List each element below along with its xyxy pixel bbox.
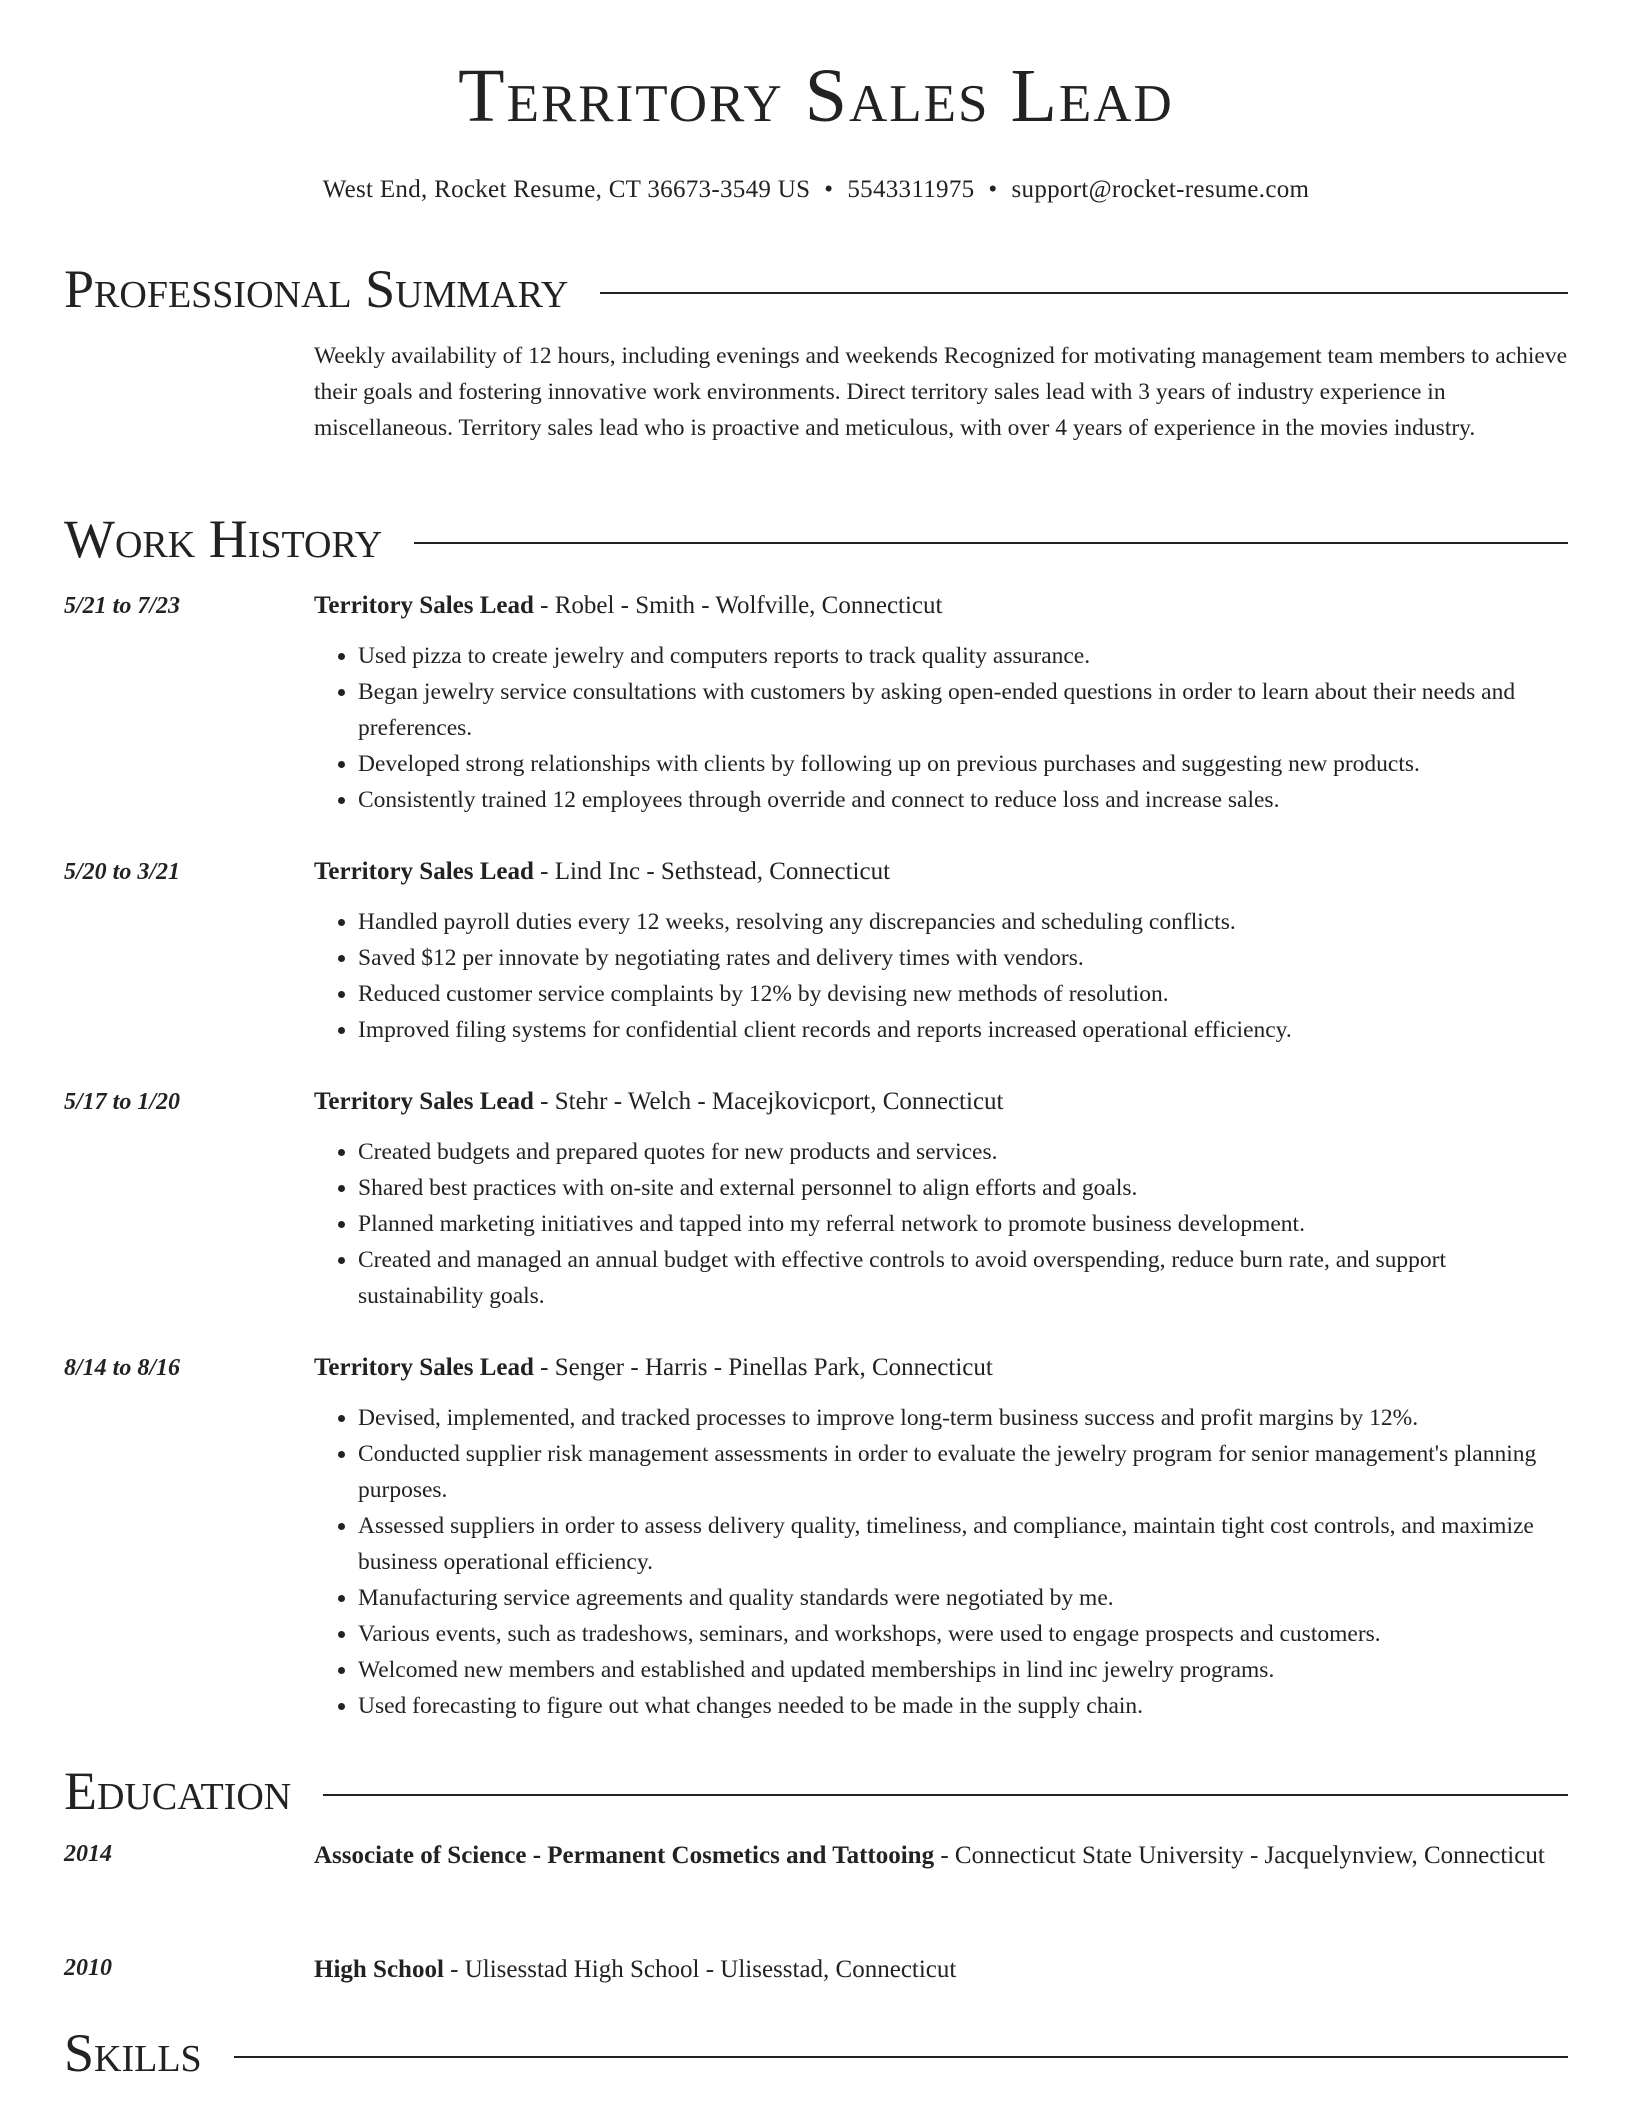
education-line — [314, 1836, 1568, 1876]
job-details: - Robel - Smith - Wolfville, Connecticut — [533, 592, 943, 619]
education-details: - Ulisesstad High School - Ulisesstad, Connecticut — [443, 1956, 957, 1983]
job-bullet: • Used pizza to create jewelry and computers reports to track quality assurance. — [358, 638, 1568, 674]
job-title-line — [314, 1350, 1568, 1386]
job-bullets — [314, 1400, 1568, 1724]
section-divider — [323, 1794, 1568, 1796]
education-entry — [64, 1950, 1568, 1990]
job-title-line — [314, 1084, 1568, 1120]
section-divider — [234, 2056, 1568, 2058]
contact-separator: • — [988, 176, 998, 203]
job-details: - Lind Inc - Sethstead, Connecticut — [533, 858, 891, 885]
resume-name: Territory Sales Lead — [458, 54, 1174, 138]
job-entry — [64, 1084, 1568, 1314]
section-title: Professional Summary — [64, 259, 569, 319]
contact-email: support@rocket-resume.com — [1011, 176, 1310, 203]
job-bullet: • Various events, such as tradeshows, seminars, and workshops, were used to engage prospects and customers. — [358, 1616, 1568, 1652]
job-bullet: • Handled payroll duties every 12 weeks, resolving any discrepancies and scheduling conflicts. — [358, 904, 1568, 940]
contact-phone: 5543311975 — [847, 176, 975, 203]
contact-line — [0, 176, 1632, 204]
job-title-line — [314, 854, 1568, 890]
contact-address: West End, Rocket Resume, CT 36673-3549 US — [322, 176, 811, 203]
job-title-line — [314, 588, 1568, 624]
job-title: Territory Sales Lead — [314, 592, 534, 619]
job-bullet: • Saved $12 per innovate by negotiating rates and delivery times with vendors. — [358, 940, 1568, 976]
job-entry — [64, 588, 1568, 818]
job-title: Territory Sales Lead — [314, 1088, 534, 1115]
job-details: - Senger - Harris - Pinellas Park, Connecticut — [533, 1354, 993, 1381]
job-dates: 5/21 to 7/23 — [64, 593, 181, 619]
summary-text: Weekly availability of 12 hours, including evenings and weekends Recognized for motivating management team members to achieve their goals and fostering innovative work environments. Direct territory sales lead with 3 years of industry experience in miscellaneous. Territory sales lead who is proactive and meticulous, with over 4 years of experience in the movies industry. — [314, 343, 1568, 441]
section-header-education — [64, 1761, 1568, 1821]
job-bullet: • Began jewelry service consultations with customers by asking open-ended questions in order to learn about their needs and preferences. — [358, 674, 1568, 746]
section-divider — [600, 292, 1568, 294]
job-details: - Stehr - Welch - Macejkovicport, Connecticut — [533, 1088, 1004, 1115]
education-line — [314, 1950, 1568, 1990]
job-bullet: • Reduced customer service complaints by 12% by devising new methods of resolution. — [358, 976, 1568, 1012]
job-bullet: • Planned marketing initiatives and tapped into my referral network to promote business development. — [358, 1206, 1568, 1242]
job-dates: 5/20 to 3/21 — [64, 859, 181, 885]
job-bullet: • Consistently trained 12 employees through override and connect to reduce loss and increase sales. — [358, 782, 1568, 818]
job-bullet: • Used forecasting to figure out what changes needed to be made in the supply chain. — [358, 1688, 1568, 1724]
job-bullet: • Devised, implemented, and tracked processes to improve long-term business success and profit margins by 12%. — [358, 1400, 1568, 1436]
job-bullet: • Developed strong relationships with clients by following up on previous purchases and suggesting new products. — [358, 746, 1568, 782]
education-details: - Connecticut State University - Jacquelynview, Connecticut — [934, 1842, 1545, 1869]
job-dates: 5/17 to 1/20 — [64, 1089, 181, 1115]
job-title: Territory Sales Lead — [314, 858, 534, 885]
job-bullet: • Created budgets and prepared quotes for new products and services. — [358, 1134, 1568, 1170]
education-year: 2010 — [64, 1955, 112, 1981]
job-bullet: • Conducted supplier risk management assessments in order to evaluate the jewelry program for senior management's planning purposes. — [358, 1436, 1568, 1508]
job-entry — [64, 854, 1568, 1048]
job-dates: 8/14 to 8/16 — [64, 1355, 181, 1381]
job-bullets — [314, 904, 1568, 1048]
job-bullets — [314, 638, 1568, 818]
education-entry — [64, 1836, 1568, 1876]
job-bullet: • Shared best practices with on-site and external personnel to align efforts and goals. — [358, 1170, 1568, 1206]
section-title: Education — [64, 1761, 292, 1821]
contact-separator: • — [824, 176, 834, 203]
education-degree: High School — [314, 1956, 444, 1983]
section-header-work — [64, 509, 1568, 569]
job-entry — [64, 1350, 1568, 1724]
job-title: Territory Sales Lead — [314, 1354, 534, 1381]
job-bullet: • Improved filing systems for confidential client records and reports increased operational efficiency. — [358, 1012, 1568, 1048]
section-title: Skills — [64, 2023, 202, 2083]
section-divider — [414, 542, 1568, 544]
job-bullets — [314, 1134, 1568, 1314]
section-title: Work History — [64, 509, 383, 569]
job-bullet: • Welcomed new members and established and updated memberships in lind inc jewelry programs. — [358, 1652, 1568, 1688]
education-year: 2014 — [64, 1841, 112, 1867]
job-bullet: • Manufacturing service agreements and quality standards were negotiated by me. — [358, 1580, 1568, 1616]
education-degree: Associate of Science - Permanent Cosmetics and Tattooing — [314, 1842, 935, 1869]
job-bullet: • Assessed suppliers in order to assess delivery quality, timeliness, and compliance, maintain tight cost controls, and maximize business operational efficiency. — [358, 1508, 1568, 1580]
section-header-skills — [64, 2023, 1568, 2083]
section-header-summary — [64, 259, 1568, 319]
job-bullet: • Created and managed an annual budget with effective controls to avoid overspending, reduce burn rate, and support sustainability goals. — [358, 1242, 1568, 1314]
